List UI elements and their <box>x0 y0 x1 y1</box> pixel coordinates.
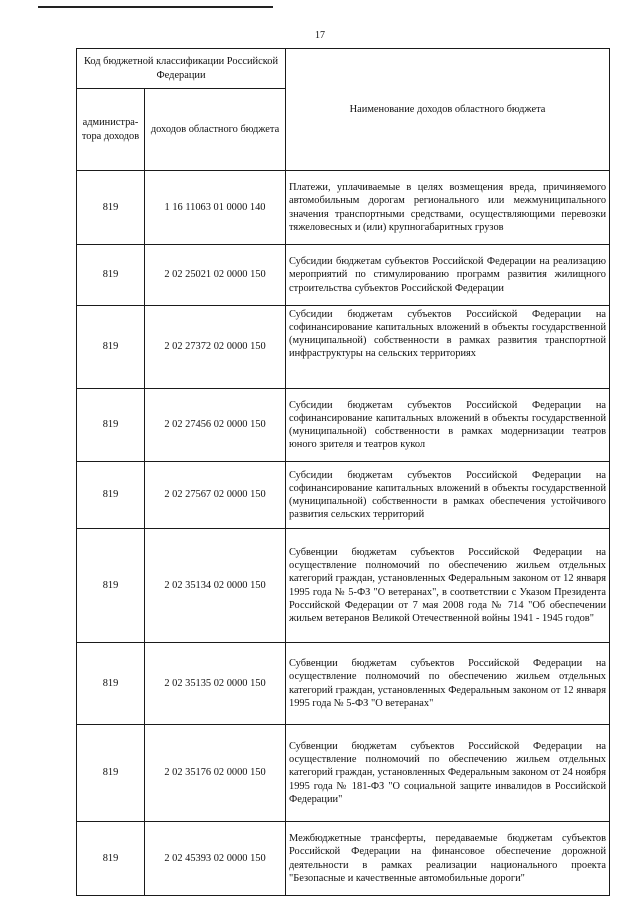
income-code: 2 02 45393 02 0000 150 <box>145 822 286 896</box>
income-name: Субсидии бюджетам субъектов Российской Федерации на софинансирование капитальных вложений в объекты государственной (муниципальной) собственности в рамках развития транспортной инфраструктуры на сельских территориях <box>286 306 610 389</box>
administrator-code: 819 <box>77 643 145 725</box>
table-row <box>77 462 610 529</box>
table-row <box>77 643 610 725</box>
top-rule <box>38 6 273 8</box>
table-row <box>77 529 610 643</box>
administrator-code: 819 <box>77 306 145 389</box>
income-name: Субсидии бюджетам субъектов Российской Федерации на софинансирование капитальных вложений в объекты государственной (муниципальной) собственности в рамках обеспечения устойчивого развития сельских территорий <box>286 462 610 529</box>
income-name: Субсидии бюджетам субъектов Российской Федерации на софинансирование капитальных вложений в объекты государственной (муниципальной) собственности в рамках модернизации театров юного зрителя и театров кукол <box>286 389 610 462</box>
header-income-name: Наименование доходов областного бюджета <box>286 49 610 171</box>
income-code: 2 02 35134 02 0000 150 <box>145 529 286 643</box>
administrator-code: 819 <box>77 822 145 896</box>
header-regional-income: доходов областного бюджета <box>145 89 286 171</box>
income-name: Субсидии бюджетам субъектов Российской Федерации на реализацию мероприятий по стимулированию программ развития жилищного строительства субъектов Российской Федерации <box>286 245 610 306</box>
income-name: Платежи, уплачиваемые в целях возмещения вреда, причиняемого автомобильным дорогам регионального или межмуниципального значения транспортными средствами, осуществляющими перевозки тяжеловесных и (или) крупногабаритных грузов <box>286 171 610 245</box>
administrator-code: 819 <box>77 529 145 643</box>
administrator-code: 819 <box>77 171 145 245</box>
income-code: 2 02 27456 02 0000 150 <box>145 389 286 462</box>
administrator-code: 819 <box>77 725 145 822</box>
header-administrator: администра-тора доходов <box>77 89 145 171</box>
income-code: 2 02 25021 02 0000 150 <box>145 245 286 306</box>
table-row <box>77 725 610 822</box>
administrator-code: 819 <box>77 389 145 462</box>
page-number: 17 <box>315 30 325 41</box>
income-name: Субвенции бюджетам субъектов Российской Федерации на осуществление полномочий по обеспечению жильем отдельных категорий граждан, установленных Федеральным законом от 12 января 1995 года № 5-ФЗ "О ветеранах", в соответствии с Указом Президента Российской Федерации от 7 мая 2008 года № 714 "Об обеспечении жильем ветеранов Великой Отечественной войны 1941 - 1945 годов" <box>286 529 610 643</box>
administrator-code: 819 <box>77 462 145 529</box>
income-name: Межбюджетные трансферты, передаваемые бюджетам субъектов Российской Федерации на финансовое обеспечение дорожной деятельности в рамках реализации национального проекта "Безопасные и качественные автомобильные дороги" <box>286 822 610 896</box>
table-row <box>77 306 610 389</box>
budget-classification-table <box>76 48 610 896</box>
income-code: 2 02 27567 02 0000 150 <box>145 462 286 529</box>
header-classification-code: Код бюджетной классификации Российской Федерации <box>77 49 286 89</box>
income-name: Субвенции бюджетам субъектов Российской Федерации на осуществление полномочий по обеспечению жильем отдельных категорий граждан, установленных Федеральным законом от 24 ноября 1995 года № 181-ФЗ "О социальной защите инвалидов в Российской Федерации" <box>286 725 610 822</box>
income-code: 2 02 35135 02 0000 150 <box>145 643 286 725</box>
income-code: 1 16 11063 01 0000 140 <box>145 171 286 245</box>
administrator-code: 819 <box>77 245 145 306</box>
table-row <box>77 822 610 896</box>
table-row <box>77 171 610 245</box>
income-name: Субвенции бюджетам субъектов Российской Федерации на осуществление полномочий по обеспечению жильем отдельных категорий граждан, установленных Федеральным законом от 12 января 1995 года № 5-ФЗ "О ветеранах" <box>286 643 610 725</box>
income-code: 2 02 35176 02 0000 150 <box>145 725 286 822</box>
income-code: 2 02 27372 02 0000 150 <box>145 306 286 389</box>
table-row <box>77 245 610 306</box>
table-row <box>77 389 610 462</box>
